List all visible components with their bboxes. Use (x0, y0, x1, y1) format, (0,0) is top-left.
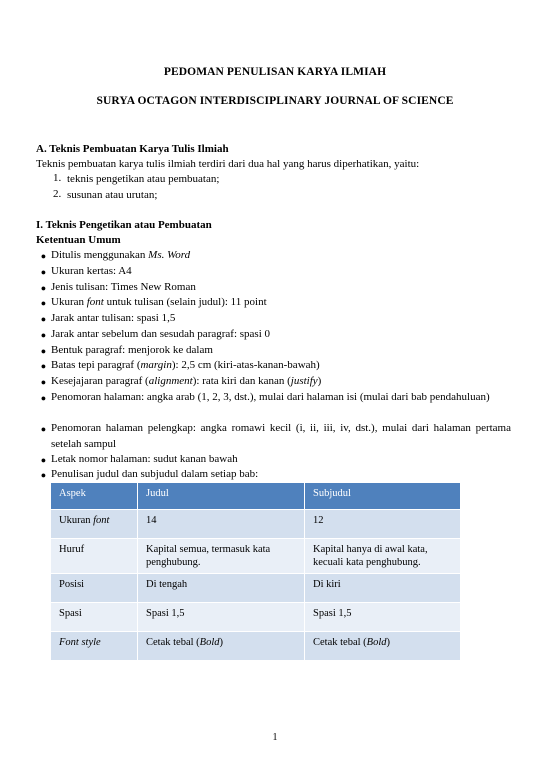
list-item: Jenis tulisan: Times New Roman (51, 281, 196, 293)
table-cell: Font style (51, 632, 138, 661)
list-item: Penomoran halaman: angka arab (1, 2, 3, dst.), mulai dari halaman isi (mulai dari bab pendahuluan) (51, 391, 490, 403)
bullet-icon: ● (40, 470, 47, 480)
table-header-row (51, 483, 461, 510)
list-item: susunan atau urutan; (67, 189, 158, 201)
table-cell: Di kiri (305, 574, 461, 603)
bullet-icon: ● (40, 314, 47, 324)
list-item: Ukuran font untuk tulisan (selain judul): 11 point (51, 296, 267, 308)
table-header-cell: Subjudul (305, 483, 461, 510)
list-number: 1. (53, 172, 62, 184)
table-header-cell: Aspek (51, 483, 138, 510)
table-cell: Kapital semua, termasuk kata penghubung. (138, 539, 305, 574)
heading-format-table (51, 483, 461, 661)
bullet-icon: ● (40, 346, 47, 356)
section-1-subheading: Ketentuan Umum (36, 234, 121, 246)
table-cell: Cetak tebal (Bold) (305, 632, 461, 661)
bullet-icon: ● (40, 251, 47, 261)
table-row (51, 510, 461, 539)
table-cell: 12 (305, 510, 461, 539)
table-cell: 14 (138, 510, 305, 539)
table-cell: Kapital hanya di awal kata, kecuali kata penghubung. (305, 539, 461, 574)
table-cell: Spasi 1,5 (305, 603, 461, 632)
document-title: PEDOMAN PENULISAN KARYA ILMIAH (163, 66, 387, 78)
bullet-icon: ● (40, 361, 47, 371)
table-row (51, 539, 461, 574)
list-item: Penomoran halaman pelengkap: angka romawi kecil (i, ii, iii, iv, dst.), mulai dari halaman pertama setelah sampul (51, 422, 511, 450)
section-a-heading: A. Teknis Pembuatan Karya Tulis Ilmiah (36, 143, 229, 155)
list-item: teknis pengetikan atau pembuatan; (67, 173, 220, 185)
list-item: Kesejajaran paragraf (alignment): rata kiri dan kanan (justify) (51, 375, 322, 387)
table-cell: Huruf (51, 539, 138, 574)
bullet-icon: ● (40, 393, 47, 403)
page-number: 1 (272, 732, 278, 743)
table-cell: Spasi (51, 603, 138, 632)
table-cell: Di tengah (138, 574, 305, 603)
list-item: Jarak antar tulisan: spasi 1,5 (51, 312, 176, 324)
table-cell: Posisi (51, 574, 138, 603)
bullet-icon: ● (40, 377, 47, 387)
list-number: 2. (53, 188, 62, 200)
table-row (51, 603, 461, 632)
list-item: Batas tepi paragraf (margin): 2,5 cm (kiri-atas-kanan-bawah) (51, 359, 320, 371)
list-item: Ditulis menggunakan Ms. Word (51, 249, 191, 261)
table-cell: Ukuran font (51, 510, 138, 539)
table-row (51, 574, 461, 603)
bullet-icon: ● (40, 455, 47, 465)
bullet-icon: ● (40, 298, 47, 308)
journal-name: SURYA OCTAGON INTERDISCIPLINARY JOURNAL OF SCIENCE (96, 95, 454, 107)
list-item: Penulisan judul dan subjudul dalam setiap bab: (51, 468, 259, 480)
bullet-icon: ● (40, 330, 47, 340)
table-cell: Cetak tebal (Bold) (138, 632, 305, 661)
list-item: Jarak antar sebelum dan sesudah paragraf: spasi 0 (51, 328, 271, 340)
bullet-icon: ● (40, 283, 47, 293)
table-cell: Spasi 1,5 (138, 603, 305, 632)
bullet-icon: ● (40, 424, 47, 434)
list-item: Letak nomor halaman: sudut kanan bawah (51, 453, 238, 465)
section-a-intro: Teknis pembuatan karya tulis ilmiah terdiri dari dua hal yang harus diperhatikan, yaitu: (36, 158, 420, 170)
list-item: Bentuk paragraf: menjorok ke dalam (51, 344, 213, 356)
section-1-heading: I. Teknis Pengetikan atau Pembuatan (36, 219, 212, 231)
table-header-cell: Judul (138, 483, 305, 510)
bullet-icon: ● (40, 267, 47, 277)
table-row (51, 632, 461, 661)
list-item: Ukuran kertas: A4 (51, 265, 132, 277)
